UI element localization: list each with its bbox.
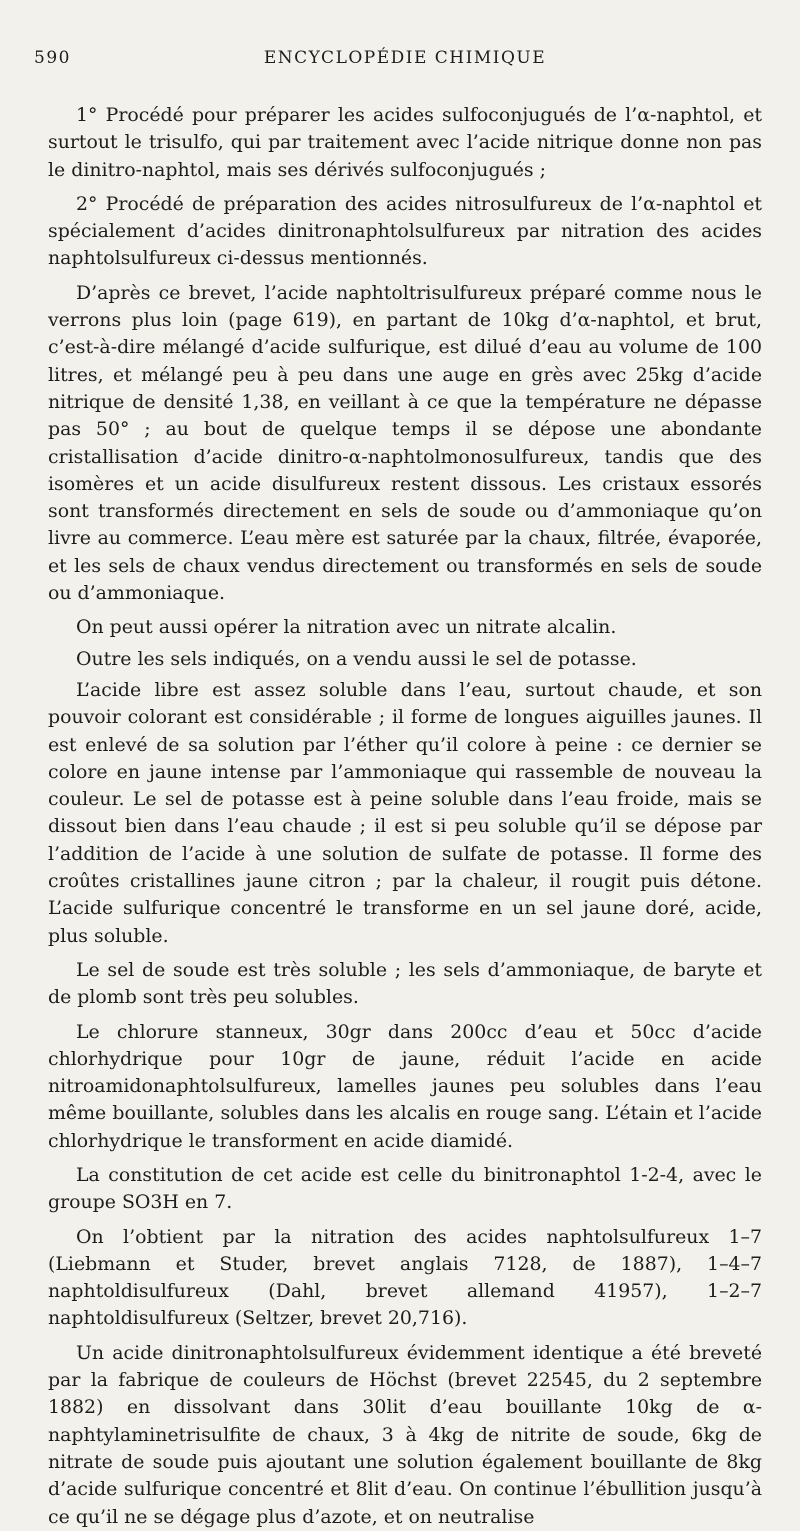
body-text (48, 102, 762, 1531)
running-header (34, 48, 762, 76)
paragraph: Le sel de soude est très soluble ; les sels d’ammoniaque, de baryte et de plomb sont très peu solubles. (48, 958, 762, 1009)
paragraph: L’acide libre est assez soluble dans l’eau, surtout chaude, et son pouvoir colorant est considérable ; il forme de longues aiguilles jaunes. Il est enlevé de sa solution par l’éther qu’il colore à peine : ce dernier se colore en jaune intense par l’ammoniaque qui rassemble de nouveau la couleur. Le sel de potasse est à peine soluble dans l’eau froide, mais se dissout bien dans l’eau chaude ; il est si peu soluble qu’il se dépose par l’addition de l’acide à une solution de sulfate de potasse. Il forme des croûtes cristallines jaune citron ; par la chaleur, il rougit puis détone. L’acide sulfurique concentré le transforme en un sel jaune doré, acide, plus soluble. (48, 678, 762, 947)
paragraph: Le chlorure stanneux, 30gr dans 200cc d’eau et 50cc d’acide chlorhydrique pour 10gr de jaune, réduit l’acide en acide nitroamidonaphtolsulfureux, lamelles jaunes peu solubles dans l’eau même bouillante, solubles dans les alcalis en rouge sang. L’étain et l’acide chlorhydrique le transforment en acide diamidé. (48, 1020, 762, 1152)
paragraph: On peut aussi opérer la nitration avec un nitrate alcalin. (76, 616, 617, 639)
paragraph: On l’obtient par la nitration des acides naphtolsulfureux 1–7 (Liebmann et Studer, brevet anglais 7128, de 1887), 1–4–7 naphtoldisulfureux (Dahl, brevet allemand 41957), 1–2–7 naphtoldisulfureux (Seltzer, brevet 20,716). (48, 1225, 762, 1330)
page-number: 590 (34, 48, 71, 68)
paragraph: 1° Procédé pour préparer les acides sulfoconjugués de l’α-naphtol, et surtout le trisulfo, qui par traitement avec l’acide nitrique donne non pas le dinitro-naphtol, mais ses dérivés sulfoconjugués ; (48, 104, 762, 181)
paragraph: D’après ce brevet, l’acide naphtoltrisulfureux préparé comme nous le verrons plus loin (page 619), en partant de 10kg d’α-naphtol, et brut, c’est-à-dire mélangé d’acide sulfurique, est dilué d’eau au volume de 100 litres, et mélangé peu à peu dans une auge en grès avec 25kg d’acide nitrique de densité 1,38, en veillant à ce que la température ne dépasse pas 50° ; au bout de quelque temps il se dépose une abondante cristallisation d’acide dinitro-α-naphtolmonosulfureux, tandis que des isomères et un acide disulfureux restent dissous. Les cristaux essorés sont transformés directement en sels de soude ou d’ammoniaque qu’on livre au commerce. L’eau mère est saturée par la chaux, filtrée, évaporée, et les sels de chaux vendus directement ou transformés en sels de soude ou d’ammoniaque. (48, 281, 762, 605)
paragraph: La constitution de cet acide est celle du binitronaphtol 1-2-4, avec le groupe SO3H en 7. (48, 1163, 762, 1214)
running-title: ENCYCLOPÉDIE CHIMIQUE (263, 48, 547, 68)
paragraph: 2° Procédé de préparation des acides nitrosulfureux de l’α-naphtol et spécialement d’acides dinitronaphtolsulfureux par nitration des acides naphtolsulfureux ci-dessus mentionnés. (48, 192, 762, 270)
paragraph: Un acide dinitronaphtolsulfureux évidemment identique a été breveté par la fabrique de couleurs de Höchst (brevet 22545, du 2 septembre 1882) en dissolvant dans 30lit d’eau bouillante 10kg de α-naphtylaminetrisulfite de chaux, 3 à 4kg de nitrite de soude, 6kg de nitrate de soude puis ajoutant une solution également bouillante de 8kg d’acide sulfurique concentré et 8lit d’eau. On continue l’ébullition jusqu’à ce qu’il ne se dégage plus d’azote, et on neutralise (48, 1341, 762, 1528)
paragraph: Outre les sels indiqués, on a vendu aussi le sel de potasse. (76, 647, 637, 670)
